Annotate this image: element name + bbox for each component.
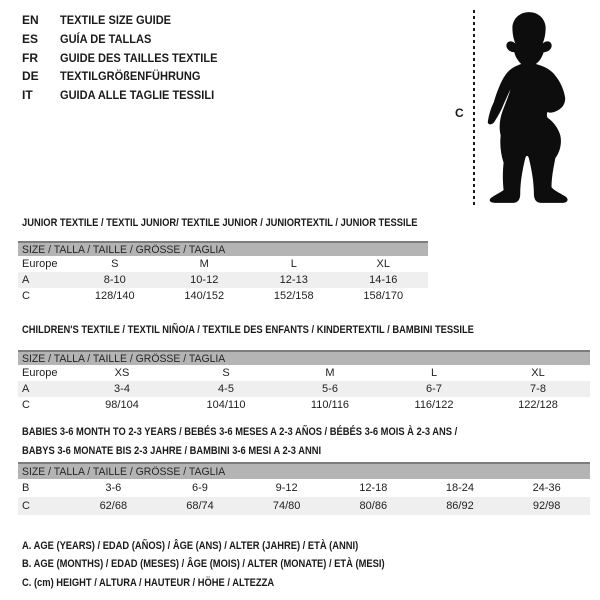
language-row-es	[22, 30, 231, 49]
value-cell: 140/152	[184, 290, 225, 302]
language-title: TEXTILGRÖßENFÜHRUNG	[60, 69, 201, 84]
value-cell: 7-8	[486, 381, 590, 397]
table-row-age-months	[18, 479, 590, 497]
value-cell: 12-18	[359, 482, 388, 494]
value-cell: M	[199, 258, 209, 270]
value-cell: 18-24	[445, 482, 475, 494]
junior-table-title: JUNIOR TEXTILE / TEXTIL JUNIOR/ TEXTILE JUNIOR / JUNIORTEXTIL / JUNIOR TESSILE	[22, 217, 418, 229]
language-header	[22, 11, 231, 104]
childrens-table-title: CHILDREN'S TEXTILE / TEXTIL NIÑO/A / TEXTILE DES ENFANTS / KINDERTEXTIL / BAMBINI TESSILE	[22, 324, 474, 336]
language-code: ES	[22, 32, 39, 47]
value-cell: 122/128	[518, 399, 558, 411]
value-cell: 14-16	[339, 272, 429, 288]
value-cell: 152/158	[273, 290, 314, 302]
value-cell: XL	[376, 258, 390, 270]
size-header-text: SIZE / TALLA / TAILLE / GRÖSSE / TAGLIA	[22, 243, 226, 256]
table-row-age	[18, 272, 428, 288]
language-title: GUIDA ALLE TAGLIE TESSILI	[60, 88, 215, 103]
value-cell: XS	[114, 367, 130, 379]
size-header-row	[18, 242, 428, 256]
value-cell: 6-9	[192, 482, 208, 494]
row-label: B	[22, 482, 30, 494]
babies-table-title-line-1: BABIES 3-6 MONTH TO 2-3 YEARS / BEBÉS 3-6 MESES A 2-3 AÑOS / BÉBÉS 3-6 MOIS À 2-3 ANS /	[22, 426, 458, 438]
value-cell: 24-36	[532, 482, 561, 494]
language-row-de	[22, 67, 231, 86]
size-header-bar	[18, 351, 590, 365]
measure-label-c: C	[455, 106, 464, 120]
babies-table-title-line-2: BABYS 3-6 MONATE BIS 2-3 JAHRE / BAMBINI 3-6 MESI A 2-3 ANNI	[22, 445, 322, 457]
value-cell: 116/122	[414, 399, 454, 411]
table-row-height	[18, 288, 428, 304]
value-cell: 6-7	[382, 381, 486, 397]
babies-table-title	[22, 423, 457, 461]
value-cell: 62/68	[70, 497, 157, 515]
row-label: C	[22, 290, 30, 302]
table-row-age	[18, 381, 590, 397]
size-header-row	[18, 463, 590, 479]
value-cell: 128/140	[94, 290, 135, 302]
value-cell: 3-6	[105, 482, 122, 494]
value-cell: 4-5	[174, 381, 278, 397]
table-row-europe	[18, 365, 590, 381]
value-cell: 3-4	[70, 381, 174, 397]
value-cell: 158/170	[363, 290, 404, 302]
value-cell: 86/92	[417, 497, 504, 515]
value-cell: L	[290, 258, 297, 270]
value-cell: 68/74	[157, 497, 244, 515]
height-measure-dashed-line	[473, 10, 475, 205]
table-row-height	[18, 397, 590, 413]
language-title: GUÍA DE TALLAS	[60, 32, 152, 47]
value-cell: 10-12	[160, 272, 250, 288]
row-label: Europe	[22, 258, 58, 270]
language-code: DE	[22, 69, 39, 84]
row-label: A	[18, 381, 70, 397]
value-cell: S	[111, 258, 119, 270]
value-cell: XL	[531, 367, 545, 379]
value-cell: 98/104	[105, 399, 139, 411]
size-header-bar	[18, 463, 590, 479]
value-cell: 80/86	[330, 497, 417, 515]
value-cell: 8-10	[70, 272, 160, 288]
value-cell: 5-6	[278, 381, 382, 397]
value-cell: 92/98	[503, 497, 590, 515]
size-header-bar	[18, 242, 428, 256]
value-cell: 12-13	[249, 272, 339, 288]
row-label: C	[22, 399, 30, 411]
table-row-height	[18, 497, 590, 515]
size-header-text: SIZE / TALLA / TAILLE / GRÖSSE / TAGLIA	[22, 352, 226, 365]
language-code: IT	[22, 88, 33, 103]
value-cell: 9-12	[275, 482, 298, 494]
table-row-europe	[18, 256, 428, 272]
language-row-fr	[22, 48, 231, 67]
language-title: GUIDE DES TAILLES TEXTILE	[60, 50, 218, 65]
childrens-size-table	[18, 350, 590, 413]
row-label: C	[18, 497, 70, 515]
babies-size-table	[18, 462, 590, 515]
value-cell: 74/80	[243, 497, 330, 515]
value-cell: M	[325, 367, 335, 379]
footnote-age-months: B. AGE (MONTHS) / EDAD (MESES) / ÂGE (MOIS) / ALTER (MONATE) / ETÀ (MESI)	[22, 558, 385, 571]
value-cell: 104/110	[206, 399, 246, 411]
size-header-text: SIZE / TALLA / TAILLE / GRÖSSE / TAGLIA	[22, 465, 226, 478]
footnotes	[22, 537, 449, 592]
language-row-en	[22, 11, 231, 30]
language-row-it	[22, 86, 231, 105]
baby-silhouette-icon	[486, 10, 574, 205]
footnote-age-years: A. AGE (YEARS) / EDAD (AÑOS) / ÂGE (ANS) / ALTER (JAHRE) / ETÀ (ANNI)	[22, 540, 359, 552]
language-title: TEXTILE SIZE GUIDE	[60, 13, 172, 28]
baby-silhouette-shape	[488, 12, 568, 203]
row-label: Europe	[22, 367, 58, 379]
row-label: A	[18, 272, 70, 288]
size-header-row	[18, 351, 590, 365]
footnote-height-cm: C. (cm) HEIGHT / ALTURA / HAUTEUR / HÖHE / ALTEZZA	[22, 576, 275, 589]
language-code: EN	[22, 13, 39, 28]
junior-size-table	[18, 241, 428, 304]
value-cell: L	[430, 367, 438, 379]
value-cell: 110/116	[310, 399, 350, 411]
language-code: FR	[22, 50, 38, 65]
value-cell: S	[222, 367, 230, 379]
